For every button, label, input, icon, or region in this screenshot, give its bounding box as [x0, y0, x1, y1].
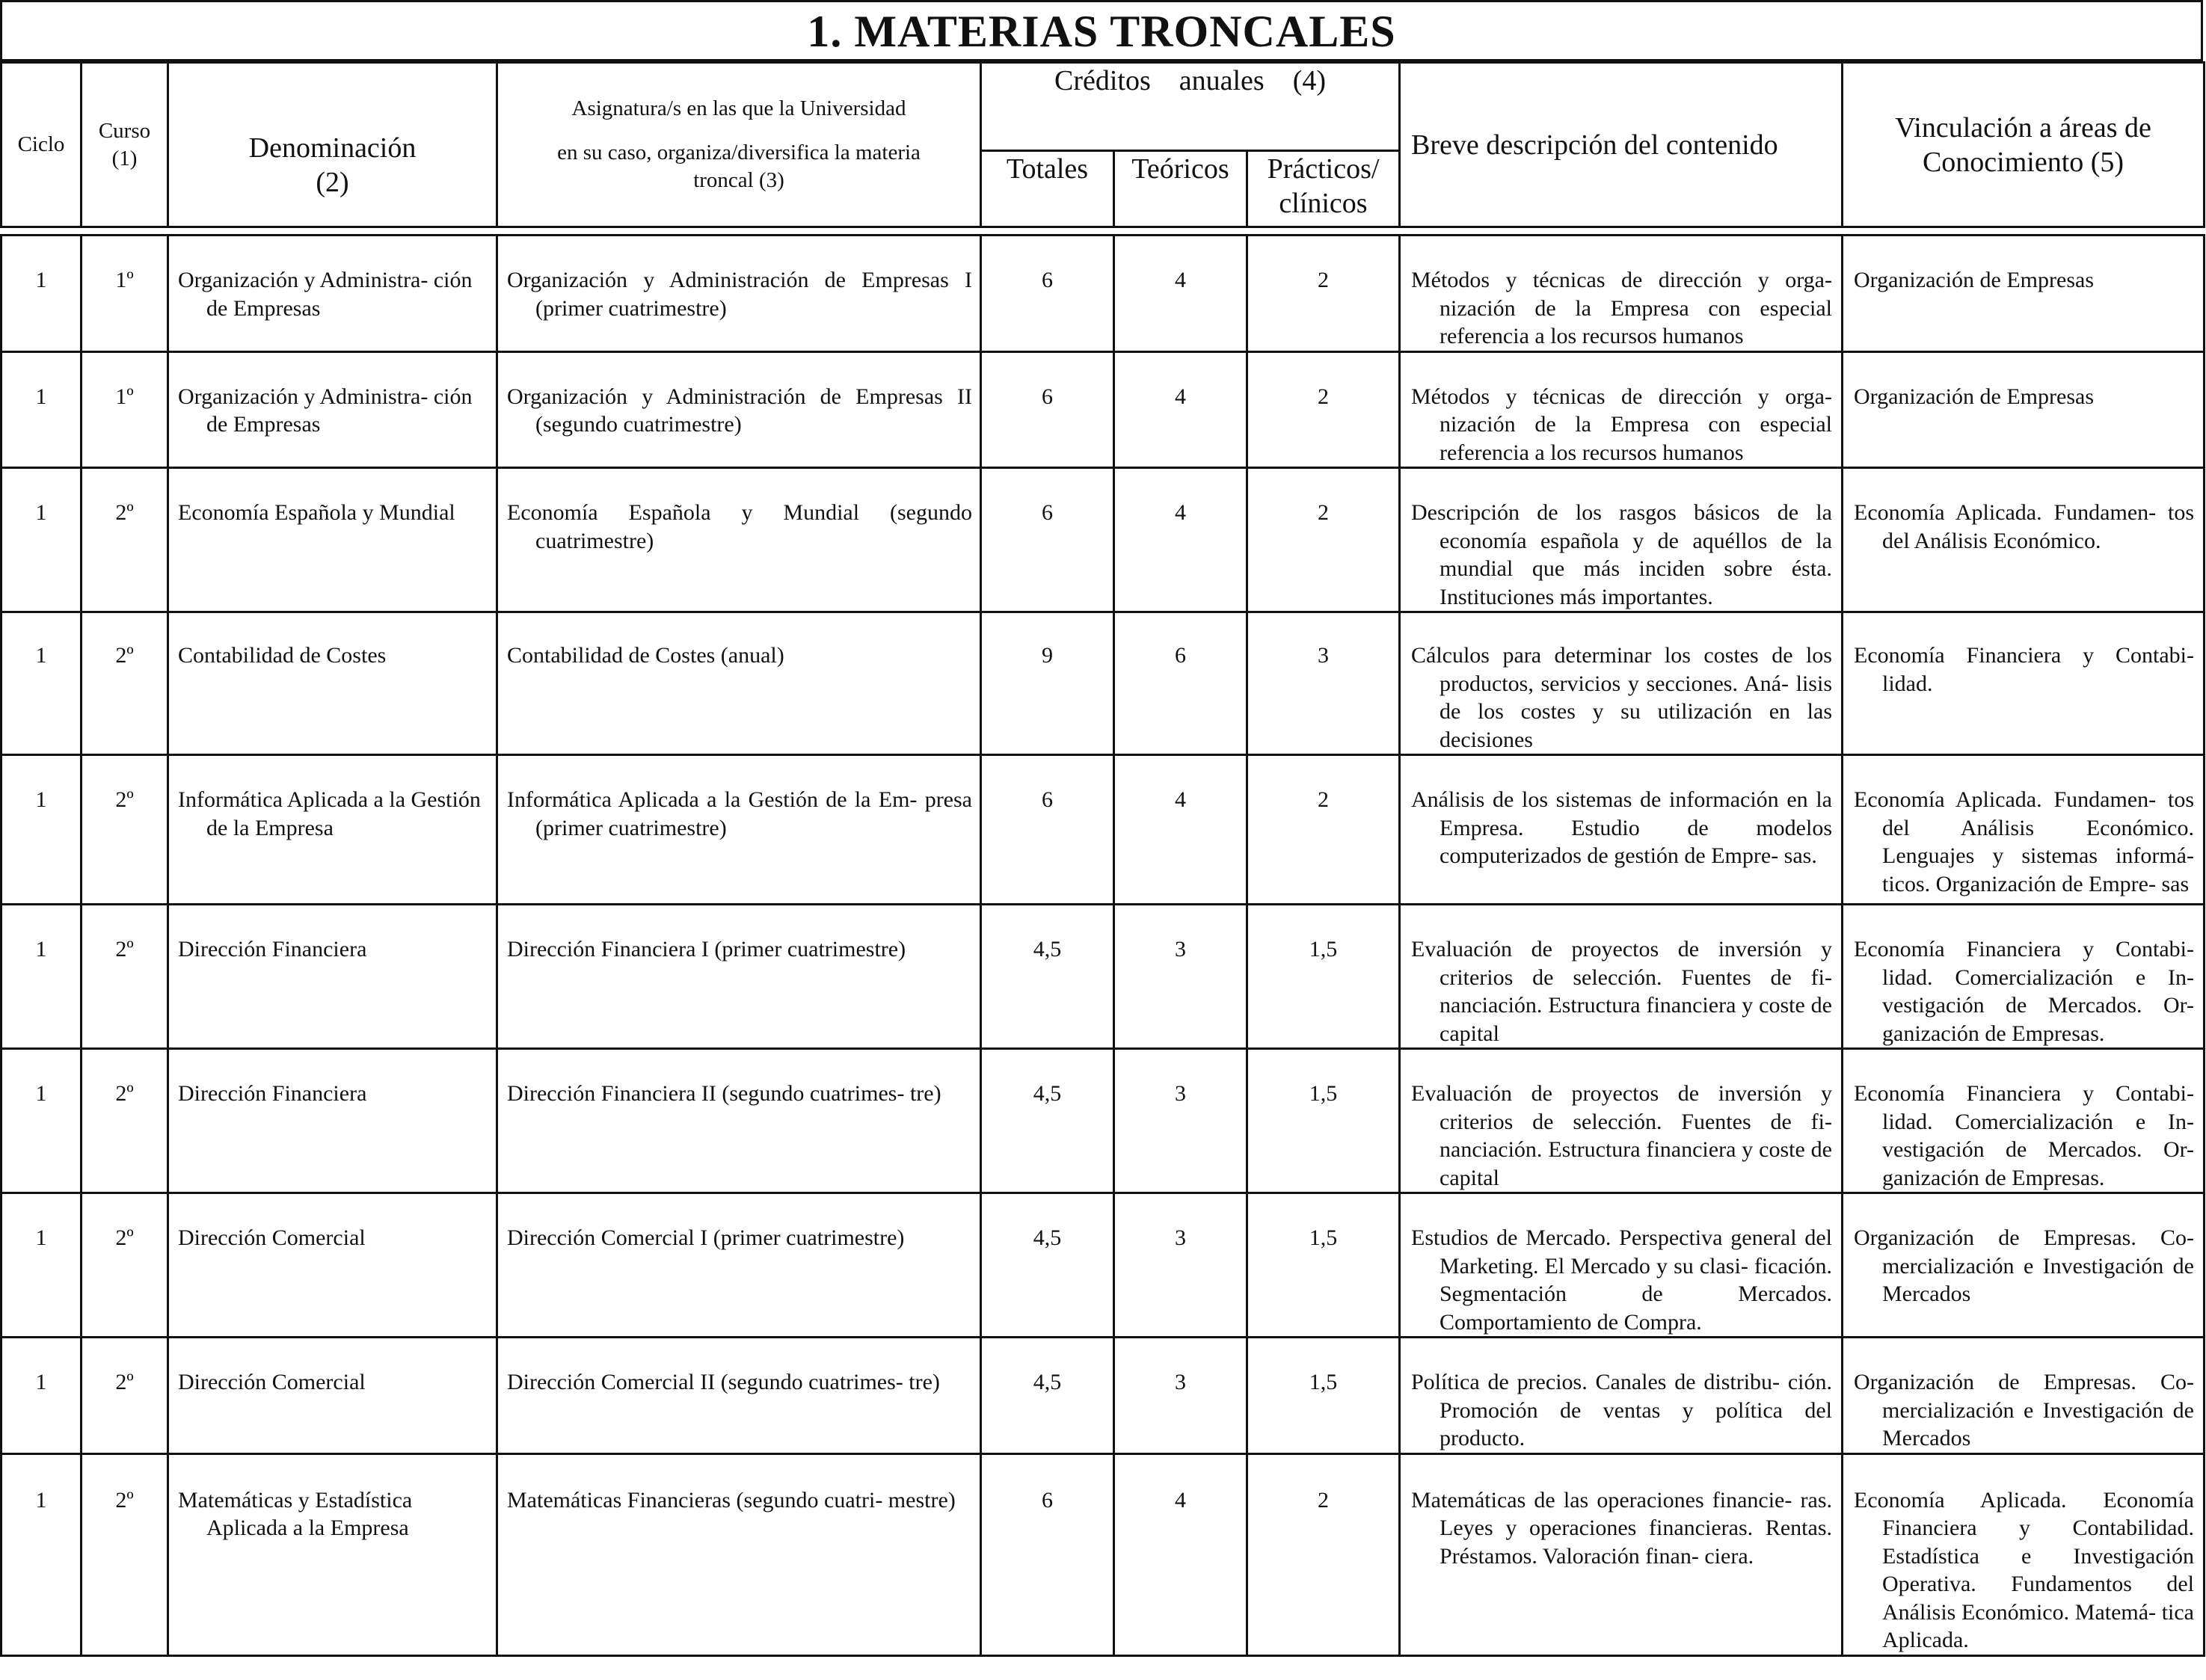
- cell-practicos: [1247, 755, 1400, 905]
- cell-asignatura: [497, 468, 981, 612]
- cell-ciclo-text: 1: [35, 1370, 47, 1394]
- cell-vinculacion: [1843, 468, 2205, 612]
- cell-curso-text: 2º: [115, 787, 134, 812]
- cell-denominacion-text: Organización y Administra- ción de Empresas: [178, 384, 473, 437]
- header-vinculacion-line2: Conocimiento (5): [1922, 146, 2124, 178]
- cell-teoricos-text: 6: [1175, 643, 1186, 668]
- cell-totales: [981, 1193, 1114, 1338]
- materias-table: [0, 234, 2205, 1657]
- cell-denominacion: [168, 905, 497, 1049]
- cell-vinculacion: [1843, 1193, 2205, 1338]
- cell-denominacion-text: Dirección Financiera: [178, 1081, 367, 1106]
- cell-ciclo: [1, 1453, 82, 1655]
- cell-asignatura-text: Organización y Administración de Empresas II (segundo cuatrimestre): [507, 384, 972, 437]
- cell-vinculacion: [1843, 1453, 2205, 1655]
- cell-vinculacion-text: Economía Aplicada. Fundamen- tos del Análisis Económico. Lenguajes y sistemas informá- ticos. Organización de Empre- sas: [1854, 787, 2194, 896]
- cell-teoricos: [1114, 1049, 1247, 1193]
- cell-ciclo-text: 1: [35, 1225, 47, 1250]
- cell-totales-text: 4,5: [1033, 1225, 1062, 1250]
- cell-vinculacion: [1843, 351, 2205, 468]
- table-row: [1, 755, 2205, 905]
- cell-asignatura: [497, 1049, 981, 1193]
- cell-totales: [981, 351, 1114, 468]
- cell-asignatura: [497, 755, 981, 905]
- cell-denominacion: [168, 468, 497, 612]
- cell-descripcion-text: Métodos y técnicas de dirección y orga- nización de la Empresa con especial referencia a los recursos humanos: [1411, 384, 1832, 465]
- cell-asignatura: [497, 905, 981, 1049]
- cell-denominacion: [168, 755, 497, 905]
- cell-totales: [981, 468, 1114, 612]
- table-row: [1, 612, 2205, 755]
- cell-ciclo-text: 1: [35, 268, 47, 292]
- cell-practicos-text: 1,5: [1309, 1081, 1338, 1106]
- header-creditos-word2: anuales: [1179, 65, 1265, 96]
- cell-curso: [82, 1049, 168, 1193]
- cell-ciclo: [1, 351, 82, 468]
- cell-curso-text: 2º: [115, 937, 134, 961]
- cell-vinculacion: [1843, 905, 2205, 1049]
- cell-vinculacion: [1843, 1049, 2205, 1193]
- cell-teoricos-text: 4: [1175, 787, 1186, 812]
- cell-descripcion-text: Evaluación de proyectos de inversión y criterios de selección. Fuentes de fi- nanciación. Estructura financiera y coste de capital: [1411, 937, 1832, 1046]
- cell-denominacion-text: Matemáticas y Estadística Aplicada a la Empresa: [178, 1487, 413, 1540]
- cell-descripcion: [1400, 1338, 1843, 1454]
- cell-denominacion-text: Informática Aplicada a la Gestión de la Empresa: [178, 787, 481, 840]
- cell-totales-text: 9: [1042, 643, 1053, 668]
- cell-vinculacion-text: Organización de Empresas. Co- mercialización e Investigación de Mercados: [1854, 1225, 2194, 1306]
- cell-curso-text: 2º: [115, 1225, 134, 1250]
- cell-teoricos-text: 3: [1175, 937, 1186, 961]
- header-asignatura-line2: en su caso, organiza/diversifica la materia troncal (3): [557, 141, 921, 192]
- cell-practicos: [1247, 351, 1400, 468]
- cell-descripcion: [1400, 1049, 1843, 1193]
- header-teoricos: Teóricos: [1114, 151, 1247, 227]
- cell-curso-text: 2º: [115, 643, 134, 668]
- cell-curso: [82, 1453, 168, 1655]
- header-table: [0, 61, 2205, 228]
- cell-ciclo: [1, 1049, 82, 1193]
- cell-asignatura-text: Dirección Financiera I (primer cuatrimestre): [507, 937, 906, 961]
- cell-descripcion: [1400, 905, 1843, 1049]
- cell-teoricos: [1114, 1338, 1247, 1454]
- table-row: [1, 468, 2205, 612]
- cell-vinculacion-text: Organización de Empresas. Co- mercialización e Investigación de Mercados: [1854, 1370, 2194, 1450]
- cell-asignatura: [497, 1338, 981, 1454]
- cell-ciclo: [1, 905, 82, 1049]
- cell-asignatura: [497, 1453, 981, 1655]
- cell-vinculacion: [1843, 755, 2205, 905]
- cell-denominacion-text: Organización y Administra- ción de Empresas: [178, 268, 473, 321]
- cell-denominacion: [168, 1193, 497, 1338]
- cell-curso: [82, 351, 168, 468]
- cell-ciclo: [1, 612, 82, 755]
- cell-denominacion-text: Dirección Comercial: [178, 1370, 366, 1394]
- cell-practicos: [1247, 905, 1400, 1049]
- header-vinculacion-line1: Vinculación a áreas de: [1895, 111, 2151, 144]
- cell-teoricos: [1114, 351, 1247, 468]
- cell-curso: [82, 755, 168, 905]
- cell-practicos-text: 1,5: [1309, 937, 1338, 961]
- cell-ciclo-text: 1: [35, 384, 47, 409]
- header-curso: [82, 63, 168, 227]
- table-row: [1, 351, 2205, 468]
- cell-totales: [981, 1049, 1114, 1193]
- header-ciclo: Ciclo: [1, 63, 82, 227]
- cell-curso-text: 2º: [115, 500, 134, 525]
- cell-teoricos: [1114, 1193, 1247, 1338]
- cell-ciclo: [1, 755, 82, 905]
- section-title: 1. MATERIAS TRONCALES: [807, 7, 1396, 56]
- cell-totales-text: 6: [1042, 787, 1053, 812]
- header-asignatura-line1: Asignatura/s en las que la Universidad: [571, 96, 906, 120]
- cell-teoricos-text: 3: [1175, 1081, 1186, 1106]
- header-descripcion: Breve descripción del contenido: [1400, 63, 1843, 227]
- cell-asignatura: [497, 236, 981, 352]
- cell-asignatura-text: Dirección Comercial I (primer cuatrimestre): [507, 1225, 905, 1250]
- table-row: [1, 236, 2205, 352]
- cell-practicos: [1247, 468, 1400, 612]
- table-row: [1, 1338, 2205, 1454]
- cell-totales: [981, 236, 1114, 352]
- cell-asignatura-text: Economía Española y Mundial (segundo cuatrimestre): [507, 500, 972, 553]
- table-row: [1, 905, 2205, 1049]
- cell-asignatura: [497, 612, 981, 755]
- cell-practicos-text: 2: [1318, 1487, 1329, 1513]
- cell-ciclo-text: 1: [35, 937, 47, 961]
- cell-curso-text: 1º: [115, 268, 134, 292]
- cell-asignatura-text: Dirección Comercial II (segundo cuatrimes- tre): [507, 1370, 940, 1394]
- cell-teoricos: [1114, 755, 1247, 905]
- cell-vinculacion-text: Economía Financiera y Contabi- lidad. Comercialización e In- vestigación de Mercados. Or- ganización de Empresas.: [1854, 1081, 2194, 1190]
- cell-ciclo: [1, 1338, 82, 1454]
- cell-practicos-text: 1,5: [1309, 1225, 1338, 1250]
- cell-teoricos-text: 4: [1175, 384, 1186, 409]
- cell-denominacion-text: Contabilidad de Costes: [178, 643, 387, 668]
- cell-ciclo: [1, 1193, 82, 1338]
- cell-denominacion-text: Economía Española y Mundial: [178, 500, 455, 525]
- cell-ciclo-text: 1: [35, 500, 47, 525]
- cell-teoricos: [1114, 1453, 1247, 1655]
- cell-curso: [82, 236, 168, 352]
- cell-vinculacion-text: Organización de Empresas: [1854, 384, 2094, 409]
- cell-descripcion-text: Evaluación de proyectos de inversión y criterios de selección. Fuentes de fi- nanciación. Estructura financiera y coste de capital: [1411, 1081, 1832, 1190]
- cell-descripcion-text: Métodos y técnicas de dirección y orga- nización de la Empresa con especial referencia a los recursos humanos: [1411, 268, 1832, 348]
- cell-vinculacion-text: Organización de Empresas: [1854, 268, 2094, 292]
- cell-practicos-text: 2: [1318, 500, 1329, 525]
- cell-curso: [82, 1338, 168, 1454]
- cell-ciclo: [1, 468, 82, 612]
- cell-practicos: [1247, 236, 1400, 352]
- cell-totales: [981, 612, 1114, 755]
- cell-vinculacion-text: Economía Financiera y Contabi- lidad. Comercialización e In- vestigación de Mercados. Or- ganización de Empresas.: [1854, 937, 2194, 1046]
- cell-descripcion-text: Análisis de los sistemas de información en la Empresa. Estudio de modelos computerizados de gestión de Empre- sas.: [1411, 787, 1832, 868]
- cell-asignatura: [497, 1193, 981, 1338]
- cell-practicos: [1247, 1193, 1400, 1338]
- cell-practicos: [1247, 1049, 1400, 1193]
- cell-vinculacion: [1843, 612, 2205, 755]
- cell-ciclo-text: 1: [35, 643, 47, 668]
- cell-asignatura: [497, 351, 981, 468]
- cell-totales-text: 6: [1042, 500, 1053, 525]
- cell-practicos-text: 2: [1318, 268, 1329, 292]
- cell-practicos-text: 1,5: [1309, 1370, 1338, 1394]
- cell-asignatura-text: Organización y Administración de Empresas I (primer cuatrimestre): [507, 268, 972, 321]
- header-curso-label: Curso: [98, 118, 151, 143]
- cell-descripcion-text: Estudios de Mercado. Perspectiva general del Marketing. El Mercado y su clasi- ficación. Segmentación de Mercados. Comportamiento de Compra.: [1411, 1225, 1832, 1335]
- cell-teoricos: [1114, 905, 1247, 1049]
- cell-vinculacion: [1843, 1338, 2205, 1454]
- cell-curso: [82, 1193, 168, 1338]
- cell-denominacion-text: Dirección Comercial: [178, 1225, 366, 1250]
- cell-teoricos: [1114, 236, 1247, 352]
- cell-vinculacion-text: Economía Aplicada. Fundamen- tos del Análisis Económico.: [1854, 500, 2194, 553]
- cell-denominacion: [168, 1049, 497, 1193]
- cell-descripcion: [1400, 468, 1843, 612]
- cell-practicos: [1247, 612, 1400, 755]
- cell-descripcion-text: Descripción de los rasgos básicos de la economía española y de aquéllos de la mundial que más inciden sobre ésta. Instituciones más importantes.: [1411, 500, 1832, 609]
- cell-curso-text: 2º: [115, 1370, 134, 1394]
- cell-asignatura-text: Contabilidad de Costes (anual): [507, 643, 784, 668]
- header-creditos-note: (4): [1292, 65, 1327, 96]
- header-practicos: Prácticos/ clínicos: [1247, 151, 1400, 227]
- cell-curso-text: 2º: [115, 1081, 134, 1106]
- header-curso-note: (1): [111, 146, 138, 170]
- section-title-box: [0, 0, 2203, 61]
- header-denominacion-label: Denominación: [248, 132, 417, 164]
- cell-totales: [981, 1453, 1114, 1655]
- header-creditos-word1: Créditos: [1054, 65, 1151, 96]
- cell-totales-text: 4,5: [1033, 937, 1062, 961]
- cell-denominacion: [168, 236, 497, 352]
- cell-curso-text: 2º: [115, 1487, 134, 1513]
- header-creditos: [981, 63, 1400, 151]
- cell-curso: [82, 468, 168, 612]
- cell-teoricos: [1114, 468, 1247, 612]
- cell-descripcion-text: Matemáticas de las operaciones financie- ras. Leyes y operaciones financieras. Rentas. Préstamos. Valoración finan- ciera.: [1411, 1487, 1832, 1569]
- cell-descripcion: [1400, 236, 1843, 352]
- cell-asignatura-text: Dirección Financiera II (segundo cuatrimes- tre): [507, 1081, 941, 1106]
- table-row: [1, 1453, 2205, 1655]
- header-denominacion: [168, 63, 497, 227]
- cell-practicos-text: 2: [1318, 384, 1329, 409]
- cell-totales: [981, 755, 1114, 905]
- cell-curso: [82, 905, 168, 1049]
- cell-curso: [82, 612, 168, 755]
- cell-practicos: [1247, 1338, 1400, 1454]
- cell-asignatura-text: Matemáticas Financieras (segundo cuatri- mestre): [507, 1487, 956, 1513]
- cell-totales-text: 6: [1042, 268, 1053, 292]
- cell-descripcion: [1400, 1453, 1843, 1655]
- cell-teoricos: [1114, 612, 1247, 755]
- cell-ciclo-text: 1: [35, 1487, 47, 1513]
- cell-totales-text: 4,5: [1033, 1370, 1062, 1394]
- cell-teoricos-text: 3: [1175, 1370, 1186, 1394]
- header-totales: Totales: [981, 151, 1114, 227]
- cell-practicos: [1247, 1453, 1400, 1655]
- header-vinculacion: [1843, 63, 2205, 227]
- cell-descripcion-text: Política de precios. Canales de distribu- ción. Promoción de ventas y política del producto.: [1411, 1370, 1832, 1450]
- cell-ciclo-text: 1: [35, 787, 47, 812]
- header-asignatura: [497, 63, 981, 227]
- cell-descripcion: [1400, 1193, 1843, 1338]
- cell-ciclo-text: 1: [35, 1081, 47, 1106]
- cell-practicos-text: 2: [1318, 787, 1329, 812]
- cell-descripcion: [1400, 755, 1843, 905]
- cell-asignatura-text: Informática Aplicada a la Gestión de la Em- presa (primer cuatrimestre): [507, 787, 972, 840]
- cell-totales: [981, 1338, 1114, 1454]
- header-denominacion-note: (2): [316, 167, 349, 198]
- cell-vinculacion: [1843, 236, 2205, 352]
- table-row: [1, 1049, 2205, 1193]
- cell-teoricos-text: 4: [1175, 268, 1186, 292]
- cell-denominacion: [168, 1453, 497, 1655]
- cell-ciclo: [1, 236, 82, 352]
- cell-descripcion: [1400, 612, 1843, 755]
- cell-totales-text: 6: [1042, 1487, 1053, 1513]
- cell-practicos-text: 3: [1318, 643, 1329, 668]
- cell-descripcion-text: Cálculos para determinar los costes de los productos, servicios y secciones. Aná- lisis de los costes y su utilización en las decisiones: [1411, 643, 1832, 752]
- cell-teoricos-text: 3: [1175, 1225, 1186, 1250]
- table-row: [1, 1193, 2205, 1338]
- cell-denominacion: [168, 612, 497, 755]
- cell-totales-text: 4,5: [1033, 1081, 1062, 1106]
- cell-teoricos-text: 4: [1175, 1487, 1186, 1513]
- cell-totales-text: 6: [1042, 384, 1053, 409]
- cell-denominacion: [168, 351, 497, 468]
- cell-denominacion-text: Dirección Financiera: [178, 937, 367, 961]
- cell-totales: [981, 905, 1114, 1049]
- cell-vinculacion-text: Economía Aplicada. Economía Financiera y Contabilidad. Estadística e Investigación Operativa. Fundamentos del Análisis Económico. Matemá- tica Aplicada.: [1854, 1487, 2194, 1652]
- cell-descripcion: [1400, 351, 1843, 468]
- cell-denominacion: [168, 1338, 497, 1454]
- cell-curso-text: 1º: [115, 384, 134, 409]
- cell-vinculacion-text: Economía Financiera y Contabi- lidad.: [1854, 643, 2194, 696]
- cell-teoricos-text: 4: [1175, 500, 1186, 525]
